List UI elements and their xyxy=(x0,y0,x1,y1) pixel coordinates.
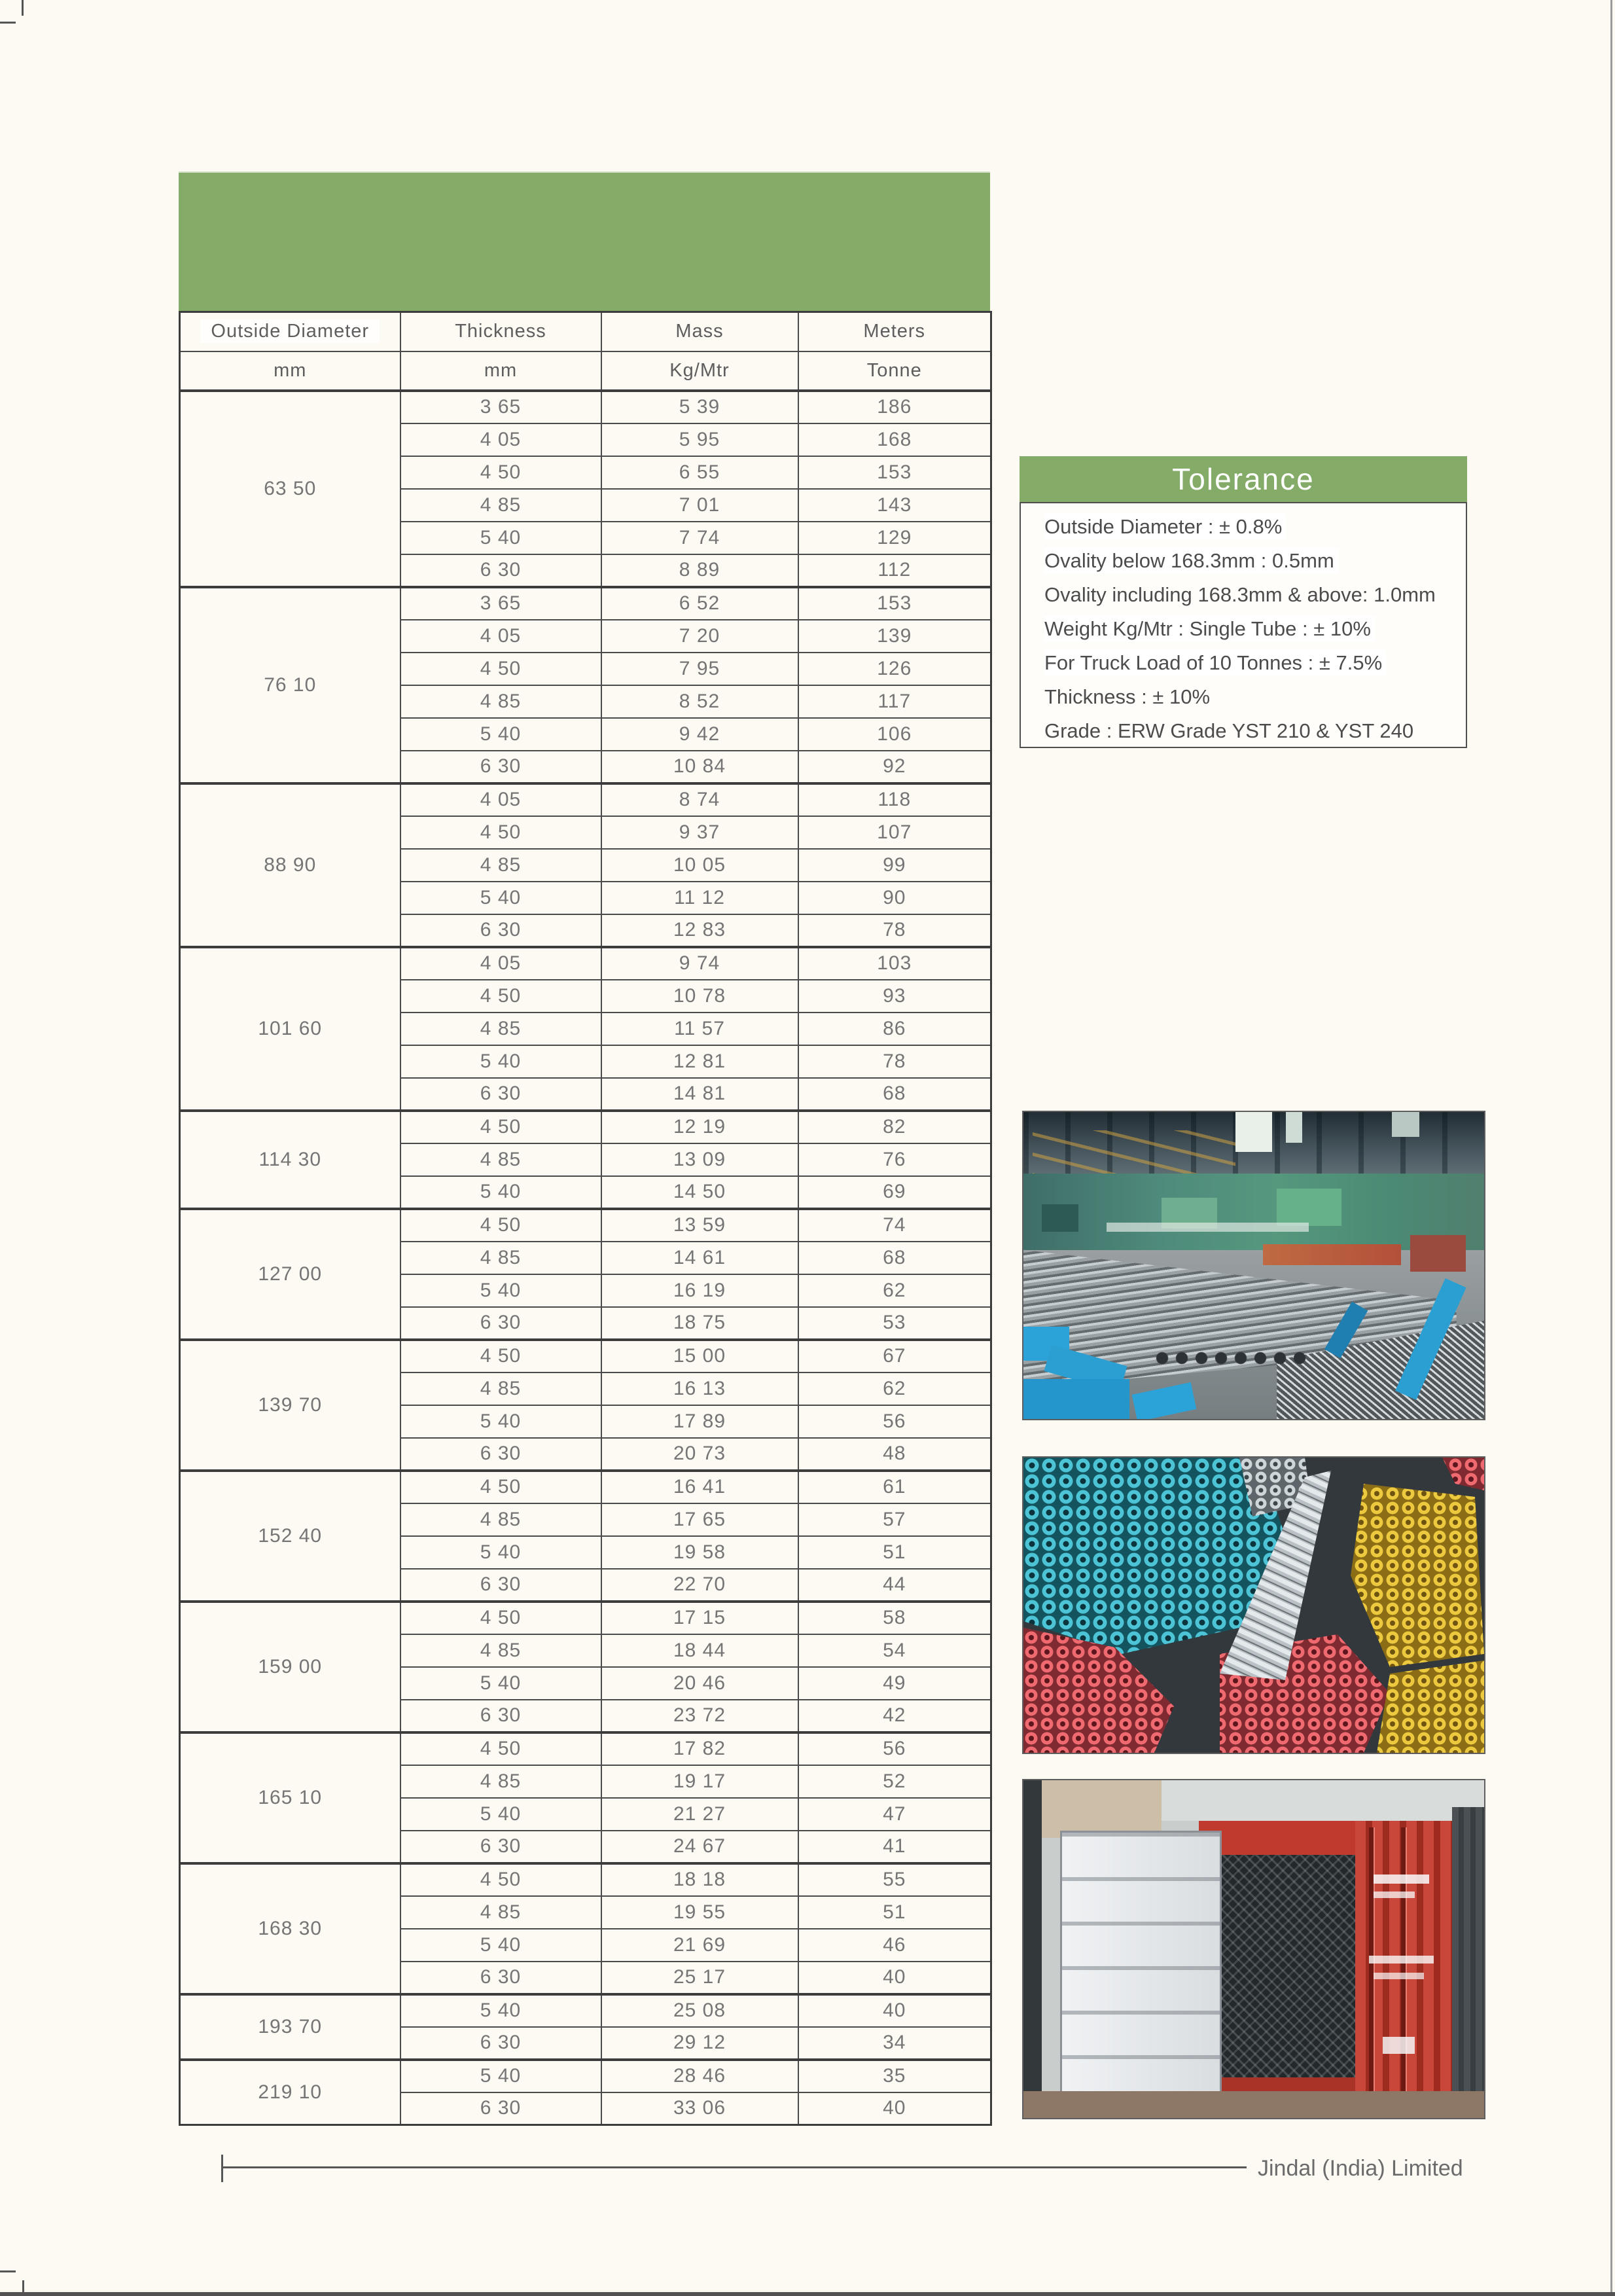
tolerance-line: Grade : ERW Grade YST 210 & YST 240 xyxy=(1044,719,1414,742)
mass-cell: 18 75 xyxy=(601,1307,798,1340)
mass-cell: 15 00 xyxy=(601,1340,798,1372)
crop-mark-top-left-horizontal xyxy=(0,22,16,24)
col-header-outside-diameter xyxy=(180,312,400,351)
thickness-cell: 6 30 xyxy=(400,1569,601,1602)
col-header-outside-diameter-label: Outside Diameter xyxy=(200,319,380,343)
mass-cell: 18 18 xyxy=(601,1863,798,1896)
container-stencil-mark xyxy=(1369,1956,1434,1964)
mass-cell: 17 82 xyxy=(601,1732,798,1765)
meters-cell: 40 xyxy=(798,2092,991,2125)
thickness-cell: 4 85 xyxy=(400,1503,601,1536)
mass-cell: 7 95 xyxy=(601,653,798,685)
spec-row xyxy=(180,1863,991,1896)
shipping-container-photo xyxy=(1022,1779,1485,2119)
mass-cell: 19 17 xyxy=(601,1765,798,1798)
thickness-cell: 4 50 xyxy=(400,816,601,849)
mass-cell: 22 70 xyxy=(601,1569,798,1602)
meters-cell: 54 xyxy=(798,1634,991,1667)
thickness-cell: 3 65 xyxy=(400,391,601,423)
spec-row xyxy=(180,1209,991,1242)
mill-blue-support xyxy=(1023,1379,1129,1419)
tolerance-line: Outside Diameter : ± 0.8% xyxy=(1021,510,1466,544)
mass-cell: 7 74 xyxy=(601,522,798,554)
meters-cell: 56 xyxy=(798,1732,991,1765)
meters-cell: 107 xyxy=(798,816,991,849)
outside-diameter-cell: 159 00 xyxy=(180,1602,400,1732)
spec-row xyxy=(180,2060,991,2092)
meters-cell: 143 xyxy=(798,489,991,522)
meters-cell: 48 xyxy=(798,1438,991,1471)
mass-cell: 8 52 xyxy=(601,685,798,718)
spec-table-body xyxy=(180,312,991,2125)
thickness-cell: 6 30 xyxy=(400,1962,601,1994)
meters-cell: 49 xyxy=(798,1667,991,1700)
meters-cell: 153 xyxy=(798,456,991,489)
container-ground xyxy=(1023,2091,1484,2118)
outside-diameter-cell: 168 30 xyxy=(180,1863,400,1994)
meters-cell: 126 xyxy=(798,653,991,685)
meters-cell: 62 xyxy=(798,1274,991,1307)
meters-cell: 61 xyxy=(798,1471,991,1503)
meters-cell: 112 xyxy=(798,554,991,587)
mill-wall-patch xyxy=(1277,1189,1341,1225)
tolerance-line: Weight Kg/Mtr : Single Tube : ± 10% xyxy=(1021,612,1466,646)
mass-cell: 9 37 xyxy=(601,816,798,849)
unit-meters: Tonne xyxy=(798,351,991,391)
mill-orange-stack xyxy=(1263,1244,1401,1266)
container-label-plate xyxy=(1383,2037,1415,2054)
meters-cell: 69 xyxy=(798,1176,991,1209)
meters-cell: 74 xyxy=(798,1209,991,1242)
container-stencil-mark xyxy=(1374,1973,1424,1979)
meters-cell: 42 xyxy=(798,1700,991,1732)
meters-cell: 92 xyxy=(798,751,991,783)
meters-cell: 99 xyxy=(798,849,991,882)
thickness-cell: 4 85 xyxy=(400,1634,601,1667)
meters-cell: 44 xyxy=(798,1569,991,1602)
thickness-cell: 4 50 xyxy=(400,1209,601,1242)
thickness-cell: 5 40 xyxy=(400,1405,601,1438)
green-title-block xyxy=(179,171,990,311)
mass-cell: 9 42 xyxy=(601,718,798,751)
mass-cell: 6 55 xyxy=(601,456,798,489)
thickness-cell: 6 30 xyxy=(400,751,601,783)
mass-cell: 23 72 xyxy=(601,1700,798,1732)
tolerance-line: Thickness : ± 10% xyxy=(1044,685,1211,708)
container-tarp xyxy=(1042,1780,1162,1838)
meters-cell: 53 xyxy=(798,1307,991,1340)
container-neighbor xyxy=(1452,1807,1484,2104)
mass-cell: 25 17 xyxy=(601,1962,798,1994)
meters-cell: 58 xyxy=(798,1602,991,1634)
meters-cell: 51 xyxy=(798,1896,991,1929)
spec-table-header-row xyxy=(180,312,991,351)
footer-rule xyxy=(222,2166,1247,2168)
outside-diameter-cell: 101 60 xyxy=(180,947,400,1111)
mass-cell: 14 61 xyxy=(601,1242,798,1274)
meters-cell: 86 xyxy=(798,1013,991,1045)
meters-cell: 57 xyxy=(798,1503,991,1536)
mass-cell: 16 41 xyxy=(601,1471,798,1503)
meters-cell: 76 xyxy=(798,1143,991,1176)
meters-cell: 46 xyxy=(798,1929,991,1962)
colored-pipe-bundles-photo xyxy=(1022,1456,1485,1754)
meters-cell: 117 xyxy=(798,685,991,718)
thickness-cell: 4 85 xyxy=(400,1765,601,1798)
meters-cell: 186 xyxy=(798,391,991,423)
mill-pipe-ends xyxy=(1152,1348,1309,1368)
thickness-cell: 6 30 xyxy=(400,1078,601,1111)
mass-cell: 8 89 xyxy=(601,554,798,587)
mass-cell: 11 12 xyxy=(601,882,798,914)
spec-row xyxy=(180,1602,991,1634)
mass-cell: 21 69 xyxy=(601,1929,798,1962)
container-stencil-mark xyxy=(1374,1874,1429,1884)
thickness-cell: 4 05 xyxy=(400,423,601,456)
meters-cell: 62 xyxy=(798,1372,991,1405)
container-open-door xyxy=(1060,1831,1221,2104)
meters-cell: 90 xyxy=(798,882,991,914)
mill-wall-patch xyxy=(1042,1204,1078,1232)
mass-cell: 12 81 xyxy=(601,1045,798,1078)
unit-thickness: mm xyxy=(400,351,601,391)
outside-diameter-cell: 152 40 xyxy=(180,1471,400,1602)
mass-cell: 8 74 xyxy=(601,783,798,816)
thickness-cell: 6 30 xyxy=(400,554,601,587)
spec-table-units-row xyxy=(180,351,991,391)
meters-cell: 35 xyxy=(798,2060,991,2092)
mass-cell: 17 89 xyxy=(601,1405,798,1438)
thickness-cell: 4 50 xyxy=(400,1111,601,1143)
thickness-cell: 4 85 xyxy=(400,1013,601,1045)
mass-cell: 17 15 xyxy=(601,1602,798,1634)
thickness-cell: 5 40 xyxy=(400,1667,601,1700)
container-left-edge xyxy=(1023,1780,1042,2118)
thickness-cell: 4 85 xyxy=(400,849,601,882)
outside-diameter-cell: 193 70 xyxy=(180,1994,400,2060)
mill-skylight xyxy=(1286,1112,1302,1143)
thickness-cell: 4 05 xyxy=(400,783,601,816)
mass-cell: 10 05 xyxy=(601,849,798,882)
thickness-cell: 4 50 xyxy=(400,980,601,1013)
thickness-cell: 4 50 xyxy=(400,653,601,685)
meters-cell: 93 xyxy=(798,980,991,1013)
mass-cell: 20 46 xyxy=(601,1667,798,1700)
meters-cell: 41 xyxy=(798,1831,991,1863)
tolerance-line: Ovality including 168.3mm & above: 1.0mm xyxy=(1044,583,1436,606)
pipe-bundles-graphic xyxy=(1023,1458,1484,1753)
mill-skylight xyxy=(1235,1112,1272,1152)
meters-cell: 40 xyxy=(798,1962,991,1994)
thickness-cell: 4 85 xyxy=(400,1896,601,1929)
outside-diameter-cell: 76 10 xyxy=(180,587,400,783)
tolerance-body xyxy=(1020,502,1467,748)
outside-diameter-cell: 88 90 xyxy=(180,783,400,947)
meters-cell: 68 xyxy=(798,1242,991,1274)
page-right-edge-line xyxy=(1610,0,1612,2296)
thickness-cell: 4 85 xyxy=(400,685,601,718)
thickness-cell: 4 05 xyxy=(400,947,601,980)
outside-diameter-cell: 165 10 xyxy=(180,1732,400,1863)
mass-cell: 5 95 xyxy=(601,423,798,456)
meters-cell: 168 xyxy=(798,423,991,456)
tolerance-line: For Truck Load of 10 Tonnes : ± 7.5% xyxy=(1021,646,1466,680)
thickness-cell: 5 40 xyxy=(400,522,601,554)
thickness-cell: 4 50 xyxy=(400,1602,601,1634)
spec-table xyxy=(179,311,990,2126)
col-header-thickness: Thickness xyxy=(400,312,601,351)
mass-cell: 17 65 xyxy=(601,1503,798,1536)
meters-cell: 67 xyxy=(798,1340,991,1372)
meters-cell: 40 xyxy=(798,1994,991,2027)
mass-cell: 25 08 xyxy=(601,1994,798,2027)
thickness-cell: 4 50 xyxy=(400,1863,601,1896)
meters-cell: 139 xyxy=(798,620,991,653)
mass-cell: 29 12 xyxy=(601,2027,798,2060)
mass-cell: 13 59 xyxy=(601,1209,798,1242)
thickness-cell: 5 40 xyxy=(400,1274,601,1307)
thickness-cell: 5 40 xyxy=(400,1994,601,2027)
unit-outside-diameter: mm xyxy=(180,351,400,391)
mass-cell: 7 01 xyxy=(601,489,798,522)
unit-mass: Kg/Mtr xyxy=(601,351,798,391)
meters-cell: 82 xyxy=(798,1111,991,1143)
thickness-cell: 4 50 xyxy=(400,1340,601,1372)
outside-diameter-cell: 127 00 xyxy=(180,1209,400,1340)
spec-row xyxy=(180,1994,991,2027)
mass-cell: 10 84 xyxy=(601,751,798,783)
spec-row xyxy=(180,783,991,816)
container-mesh-opening xyxy=(1222,1855,1355,2078)
thickness-cell: 4 85 xyxy=(400,1143,601,1176)
mill-window-row xyxy=(1107,1223,1309,1232)
spec-row xyxy=(180,391,991,423)
spec-row xyxy=(180,947,991,980)
tolerance-header xyxy=(1020,456,1467,502)
mass-cell: 19 55 xyxy=(601,1896,798,1929)
thickness-cell: 4 50 xyxy=(400,1732,601,1765)
meters-cell: 153 xyxy=(798,587,991,620)
spec-row xyxy=(180,1340,991,1372)
mass-cell: 11 57 xyxy=(601,1013,798,1045)
meters-cell: 56 xyxy=(798,1405,991,1438)
thickness-cell: 4 50 xyxy=(400,456,601,489)
mass-cell: 7 20 xyxy=(601,620,798,653)
mill-red-stack xyxy=(1410,1235,1465,1272)
meters-cell: 78 xyxy=(798,914,991,947)
meters-cell: 118 xyxy=(798,783,991,816)
mass-cell: 12 19 xyxy=(601,1111,798,1143)
mass-cell: 16 13 xyxy=(601,1372,798,1405)
mill-truss xyxy=(1033,1130,1235,1176)
thickness-cell: 3 65 xyxy=(400,587,601,620)
meters-cell: 78 xyxy=(798,1045,991,1078)
mass-cell: 18 44 xyxy=(601,1634,798,1667)
thickness-cell: 6 30 xyxy=(400,914,601,947)
mass-cell: 9 74 xyxy=(601,947,798,980)
mass-cell: 19 58 xyxy=(601,1536,798,1569)
thickness-cell: 4 85 xyxy=(400,489,601,522)
thickness-cell: 4 85 xyxy=(400,1242,601,1274)
pipe-mill-photo xyxy=(1022,1111,1485,1420)
thickness-cell: 6 30 xyxy=(400,2027,601,2060)
container-stencil-mark xyxy=(1374,1892,1415,1898)
tolerance-line: Ovality below 168.3mm : 0.5mm xyxy=(1021,544,1466,578)
thickness-cell: 5 40 xyxy=(400,1798,601,1831)
mass-cell: 12 83 xyxy=(601,914,798,947)
thickness-cell: 6 30 xyxy=(400,1831,601,1863)
footer-company-name: Jindal (India) Limited xyxy=(1258,2156,1463,2181)
meters-cell: 68 xyxy=(798,1078,991,1111)
mass-cell: 20 73 xyxy=(601,1438,798,1471)
page-bottom-edge-line xyxy=(0,2292,1615,2296)
outside-diameter-cell: 63 50 xyxy=(180,391,400,587)
mass-cell: 14 50 xyxy=(601,1176,798,1209)
col-header-meters: Meters xyxy=(798,312,991,351)
mill-skylight xyxy=(1392,1112,1419,1137)
outside-diameter-cell: 139 70 xyxy=(180,1340,400,1471)
mass-cell: 5 39 xyxy=(601,391,798,423)
thickness-cell: 5 40 xyxy=(400,1176,601,1209)
meters-cell: 106 xyxy=(798,718,991,751)
mass-cell: 24 67 xyxy=(601,1831,798,1863)
crop-mark-top-left-vertical xyxy=(22,0,24,16)
thickness-cell: 5 40 xyxy=(400,1045,601,1078)
meters-cell: 103 xyxy=(798,947,991,980)
crop-mark-bottom-left-horizontal xyxy=(0,2270,16,2272)
outside-diameter-cell: 114 30 xyxy=(180,1111,400,1209)
thickness-cell: 6 30 xyxy=(400,1438,601,1471)
meters-cell: 129 xyxy=(798,522,991,554)
mass-cell: 16 19 xyxy=(601,1274,798,1307)
footer-rule-tick xyxy=(221,2155,223,2182)
meters-cell: 51 xyxy=(798,1536,991,1569)
thickness-cell: 6 30 xyxy=(400,1307,601,1340)
thickness-cell: 5 40 xyxy=(400,1536,601,1569)
col-header-mass: Mass xyxy=(601,312,798,351)
mass-cell: 28 46 xyxy=(601,2060,798,2092)
thickness-cell: 5 40 xyxy=(400,882,601,914)
spec-row xyxy=(180,1111,991,1143)
mass-cell: 13 09 xyxy=(601,1143,798,1176)
meters-cell: 47 xyxy=(798,1798,991,1831)
meters-cell: 34 xyxy=(798,2027,991,2060)
mass-cell: 6 52 xyxy=(601,587,798,620)
thickness-cell: 6 30 xyxy=(400,1700,601,1732)
thickness-cell: 5 40 xyxy=(400,1929,601,1962)
thickness-cell: 6 30 xyxy=(400,2092,601,2125)
mass-cell: 33 06 xyxy=(601,2092,798,2125)
mass-cell: 14 81 xyxy=(601,1078,798,1111)
thickness-cell: 4 85 xyxy=(400,1372,601,1405)
tolerance-title: Tolerance xyxy=(1172,462,1315,496)
spec-row xyxy=(180,587,991,620)
outside-diameter-cell: 219 10 xyxy=(180,2060,400,2125)
thickness-cell: 4 50 xyxy=(400,1471,601,1503)
spec-row xyxy=(180,1471,991,1503)
thickness-cell: 5 40 xyxy=(400,718,601,751)
thickness-cell: 4 05 xyxy=(400,620,601,653)
mass-cell: 10 78 xyxy=(601,980,798,1013)
meters-cell: 55 xyxy=(798,1863,991,1896)
mass-cell: 21 27 xyxy=(601,1798,798,1831)
thickness-cell: 5 40 xyxy=(400,2060,601,2092)
spec-row xyxy=(180,1732,991,1765)
meters-cell: 52 xyxy=(798,1765,991,1798)
